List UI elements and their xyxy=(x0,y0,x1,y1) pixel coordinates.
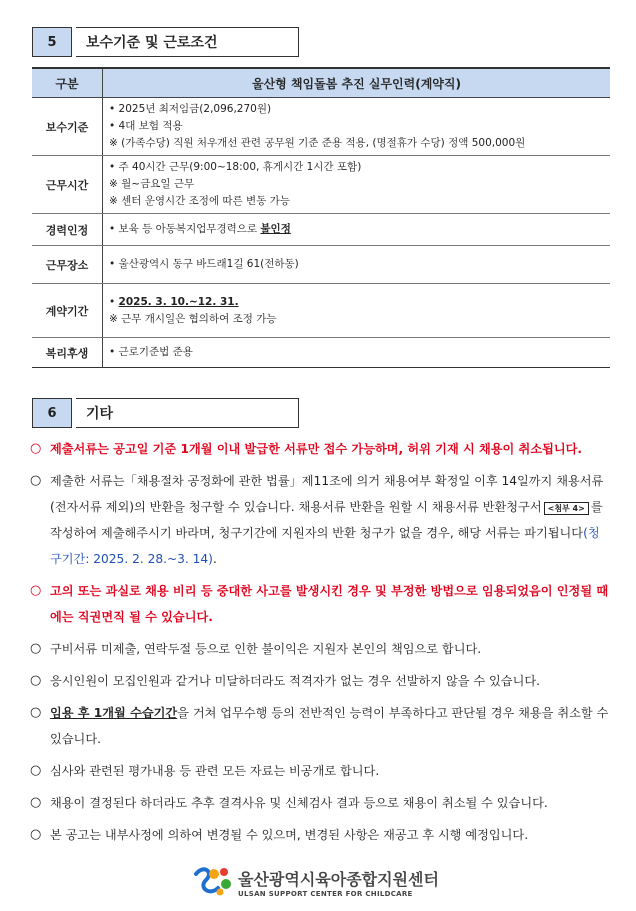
org-name-english: ULSAN SUPPORT CENTER FOR CHILDCARE xyxy=(238,889,413,898)
section-number: 5 xyxy=(32,27,72,57)
item-text: 심사와 관련된 평가내용 등 관련 모든 자료는 비공개로 합니다. xyxy=(50,764,380,778)
row-label: 근무시간 xyxy=(32,156,103,214)
row-label: 보수기준 xyxy=(32,98,103,156)
section-6-header xyxy=(32,398,299,428)
table-row xyxy=(32,214,610,246)
item-text: 응시인원이 모집인원과 같거나 미달하더라도 적격자가 없는 경우 선발하지 않을 수 있습니다. xyxy=(50,674,540,688)
section-title: 보수기준 및 근로조건 xyxy=(76,27,299,57)
circle-bullet-icon: ○ xyxy=(30,795,42,810)
row-emphasis: 2025. 3. 10.~12. 31. xyxy=(118,295,239,308)
table-header-value: 울산형 책임돌봄 추진 실무인력(계약직) xyxy=(103,68,611,98)
attachment-tag: <첨부 4> xyxy=(544,502,589,515)
circle-bullet-icon: ○ xyxy=(30,583,42,598)
table-row xyxy=(32,98,610,156)
item-text: 제출서류는 공고일 기준 1개월 이내 발급한 서류만 접수 가능하며, 허위 기재 시 채용이 취소됩니다. xyxy=(50,442,583,456)
table-header-row xyxy=(32,68,610,98)
footer-logo xyxy=(190,864,439,900)
circle-bullet-icon: ○ xyxy=(30,441,42,456)
row-bullet: • xyxy=(109,295,119,308)
item-text: 구비서류 미제출, 연락두절 등으로 인한 불이익은 지원자 본인의 책임으로 합니다. xyxy=(50,642,482,656)
row-line: ※ (가족수당) 직원 처우개선 관련 공무원 기준 준용 적용, (명절휴가 수당) 정액 500,000원 xyxy=(109,137,526,149)
list-item xyxy=(30,822,610,848)
list-item xyxy=(30,436,610,462)
section-number: 6 xyxy=(32,398,72,428)
center-logo-icon xyxy=(190,864,234,900)
row-line: • 4대 보험 적용 xyxy=(109,120,183,132)
table-row xyxy=(32,156,610,214)
row-line: • 울산광역시 동구 바드래1길 61(전하동) xyxy=(103,246,611,284)
item-text: 을 거쳐 업무수행 등의 전반적인 능력이 부족하다고 판단될 경우 채용을 취소할 수 있습니다. xyxy=(50,706,609,746)
row-line: • 주 40시간 근무(9:00~18:00, 휴게시간 1시간 포함) xyxy=(109,161,362,173)
section-5-header xyxy=(32,27,299,57)
row-line: ※ 월~금요일 근무 xyxy=(109,178,195,190)
table-row xyxy=(32,338,610,368)
row-line: ※ 센터 운영시간 조정에 따른 변동 가능 xyxy=(109,195,290,207)
notice-list xyxy=(30,436,610,854)
row-label: 근무장소 xyxy=(32,246,103,284)
row-line: ※ 근무 개시일은 협의하여 조정 가능 xyxy=(109,312,277,325)
claim-period: (청구기간: 2025. 2. 28.~3. 14) xyxy=(50,526,600,566)
list-item xyxy=(30,636,610,662)
section-title: 기타 xyxy=(76,398,299,428)
table-header-label: 구분 xyxy=(32,68,103,98)
list-item xyxy=(30,700,610,752)
circle-bullet-icon: ○ xyxy=(30,827,42,842)
row-emphasis: 불인정 xyxy=(260,223,291,235)
list-item xyxy=(30,578,610,630)
table-row xyxy=(32,284,610,338)
row-line: • 근로기준법 준용 xyxy=(103,338,611,368)
list-item xyxy=(30,790,610,816)
circle-bullet-icon: ○ xyxy=(30,705,42,720)
item-text: 채용이 결정된다 하더라도 추후 결격사유 및 신체검사 결과 등으로 채용이 취소될 수 있습니다. xyxy=(50,796,548,810)
row-label: 복리후생 xyxy=(32,338,103,368)
item-text: 제출한 서류는「채용절차 공정화에 관한 법률」제11조에 의거 채용여부 확정일 이후 14일까지 채용서류(전자서류 제외)의 반환을 청구할 수 있습니다. 채용서류 반환을 원할 시 채용서류 반환청구서 xyxy=(50,474,604,514)
org-name-korean: 울산광역시육아종합지원센터 xyxy=(238,869,439,889)
item-text: 를 작성하여 제출해주시기 바라며, 청구기간에 지원자의 반환 청구가 없을 경우, 해당 서류는 파기됩니다 xyxy=(50,500,603,540)
table-row xyxy=(32,246,610,284)
row-label: 계약기간 xyxy=(32,284,103,338)
circle-bullet-icon: ○ xyxy=(30,641,42,656)
circle-bullet-icon: ○ xyxy=(30,673,42,688)
item-text: 고의 또는 과실로 채용 비리 등 중대한 사고를 발생시킨 경우 및 부정한 방법으로 임용되었음이 인정될 때에는 직권면직 될 수 있습니다. xyxy=(50,584,609,624)
probation-emphasis: 임용 후 1개월 수습기간 xyxy=(50,706,178,720)
list-item xyxy=(30,758,610,784)
row-line: • 2025년 최저임금(2,096,270원) xyxy=(109,103,272,115)
row-line: • 보육 등 아동복지업무경력으로 xyxy=(109,223,261,235)
list-item xyxy=(30,668,610,694)
item-text: 본 공고는 내부사정에 의하여 변경될 수 있으며, 변경된 사항은 재공고 후 시행 예정입니다. xyxy=(50,828,529,842)
list-item: ○ 제출한 서류는「채용절차 공정화에 관한 법률」제11조에 의거 채용여부 확정일 이후 14일까지 채용서류(전자서류 제외)의 반환을 청구할 수 있습니다. 채용서류 반환을 원할 시 채용서류 반환청구서 <첨부 4> 를 작성하여 제출해주시기 바라며, 청구기간에 지원자의 반환 청구가 없을 경우, 해당 서류는 파기됩니다(청구기간: 2025. 2. 28.~3. 14). xyxy=(30,468,610,572)
conditions-table xyxy=(32,67,610,368)
circle-bullet-icon: ○ xyxy=(30,763,42,778)
row-label: 경력인정 xyxy=(32,214,103,246)
circle-bullet-icon: ○ xyxy=(30,473,42,488)
